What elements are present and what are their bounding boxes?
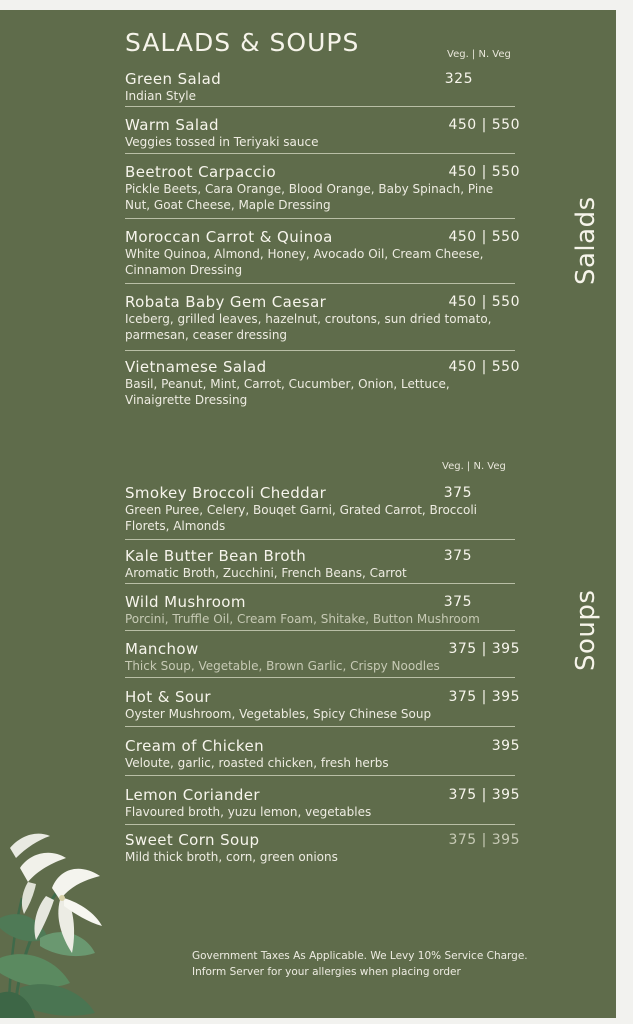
- menu-item: [125, 593, 515, 631]
- menu-item: [125, 358, 520, 408]
- menu-item: [125, 786, 520, 825]
- item-price: 375 | 395: [448, 641, 520, 657]
- item-price: 450 | 550: [448, 164, 520, 180]
- page-title: SALADS & SOUPS: [125, 28, 360, 57]
- item-name: Manchow: [125, 640, 199, 658]
- item-price: 375: [443, 594, 472, 610]
- salads-column-header: Veg. | N. Veg: [447, 49, 511, 60]
- item-price: 325: [444, 71, 473, 87]
- item-name: Warm Salad: [125, 116, 219, 134]
- item-description: Oyster Mushroom, Vegetables, Spicy Chinese Soup: [125, 707, 432, 721]
- soups-column-header: Veg. | N. Veg: [442, 461, 506, 472]
- item-name: Beetroot Carpaccio: [125, 163, 277, 181]
- item-name: Moroccan Carrot & Quinoa: [125, 228, 333, 246]
- item-price: 375 | 395: [448, 689, 520, 705]
- item-description: Iceberg, grilled leaves, hazelnut, croutons, sun dried tomato, parmesan, ceaser dressing: [125, 312, 492, 342]
- item-description: Pickle Beets, Cara Orange, Blood Orange, Baby Spinach, Pine Nut, Goat Cheese, Maple Dressing: [125, 182, 494, 212]
- item-price: 375 | 395: [448, 787, 520, 803]
- menu-item: [125, 688, 520, 727]
- item-description: Veloute, garlic, roasted chicken, fresh herbs: [125, 756, 389, 770]
- item-name: Hot & Sour: [125, 688, 211, 706]
- salads-side-label: Salads: [571, 196, 601, 285]
- menu-item: [125, 116, 520, 154]
- item-description: Basil, Peanut, Mint, Carrot, Cucumber, Onion, Lettuce, Vinaigrette Dressing: [125, 377, 450, 407]
- menu-item: [125, 484, 515, 540]
- item-price: 450 | 550: [448, 117, 520, 133]
- item-name: Green Salad: [125, 70, 222, 88]
- menu-item: [125, 293, 520, 351]
- item-price: 450 | 550: [448, 229, 520, 245]
- item-description: Veggies tossed in Teriyaki sauce: [125, 135, 319, 149]
- menu-item: [125, 831, 520, 867]
- flower-illustration: [0, 808, 110, 1018]
- item-description: White Quinoa, Almond, Honey, Avocado Oil, Cream Cheese, Cinnamon Dressing: [125, 247, 484, 277]
- item-name: Robata Baby Gem Caesar: [125, 293, 327, 311]
- item-price: 375 | 395: [448, 832, 520, 848]
- item-name: Lemon Coriander: [125, 786, 260, 804]
- menu-item: [125, 228, 520, 284]
- item-name: Wild Mushroom: [125, 593, 246, 611]
- footer-note: [192, 948, 528, 980]
- item-name: Cream of Chicken: [125, 737, 265, 755]
- menu-item: [125, 547, 515, 584]
- menu-item: [125, 737, 520, 776]
- item-description: Indian Style: [125, 89, 197, 103]
- item-name: Vietnamese Salad: [125, 358, 267, 376]
- item-name: Sweet Corn Soup: [125, 831, 260, 849]
- item-description: Mild thick broth, corn, green onions: [125, 850, 338, 864]
- item-price: 450 | 550: [448, 359, 520, 375]
- item-price: 375: [443, 485, 472, 501]
- menu-item: [125, 70, 515, 107]
- item-description: Flavoured broth, yuzu lemon, vegetables: [125, 805, 372, 819]
- item-price: 450 | 550: [448, 294, 520, 310]
- menu-item: [125, 640, 520, 678]
- item-price: 395: [491, 738, 520, 754]
- item-description: Green Puree, Celery, Bouqet Garni, Grated Carrot, Broccoli Florets, Almonds: [125, 503, 477, 533]
- item-name: Kale Butter Bean Broth: [125, 547, 307, 565]
- footer-line: Government Taxes As Applicable. We Levy 10% Service Charge.: [192, 950, 528, 962]
- soups-side-label: Soups: [571, 589, 601, 671]
- menu-item: [125, 163, 520, 219]
- menu-page: [0, 10, 616, 1018]
- item-description: Porcini, Truffle Oil, Cream Foam, Shitake, Button Mushroom: [125, 612, 480, 626]
- item-name: Smokey Broccoli Cheddar: [125, 484, 327, 502]
- item-description: Thick Soup, Vegetable, Brown Garlic, Crispy Noodles: [125, 659, 440, 673]
- item-price: 375: [443, 548, 472, 564]
- footer-line: Inform Server for your allergies when placing order: [192, 966, 461, 978]
- item-description: Aromatic Broth, Zucchini, French Beans, Carrot: [125, 566, 407, 580]
